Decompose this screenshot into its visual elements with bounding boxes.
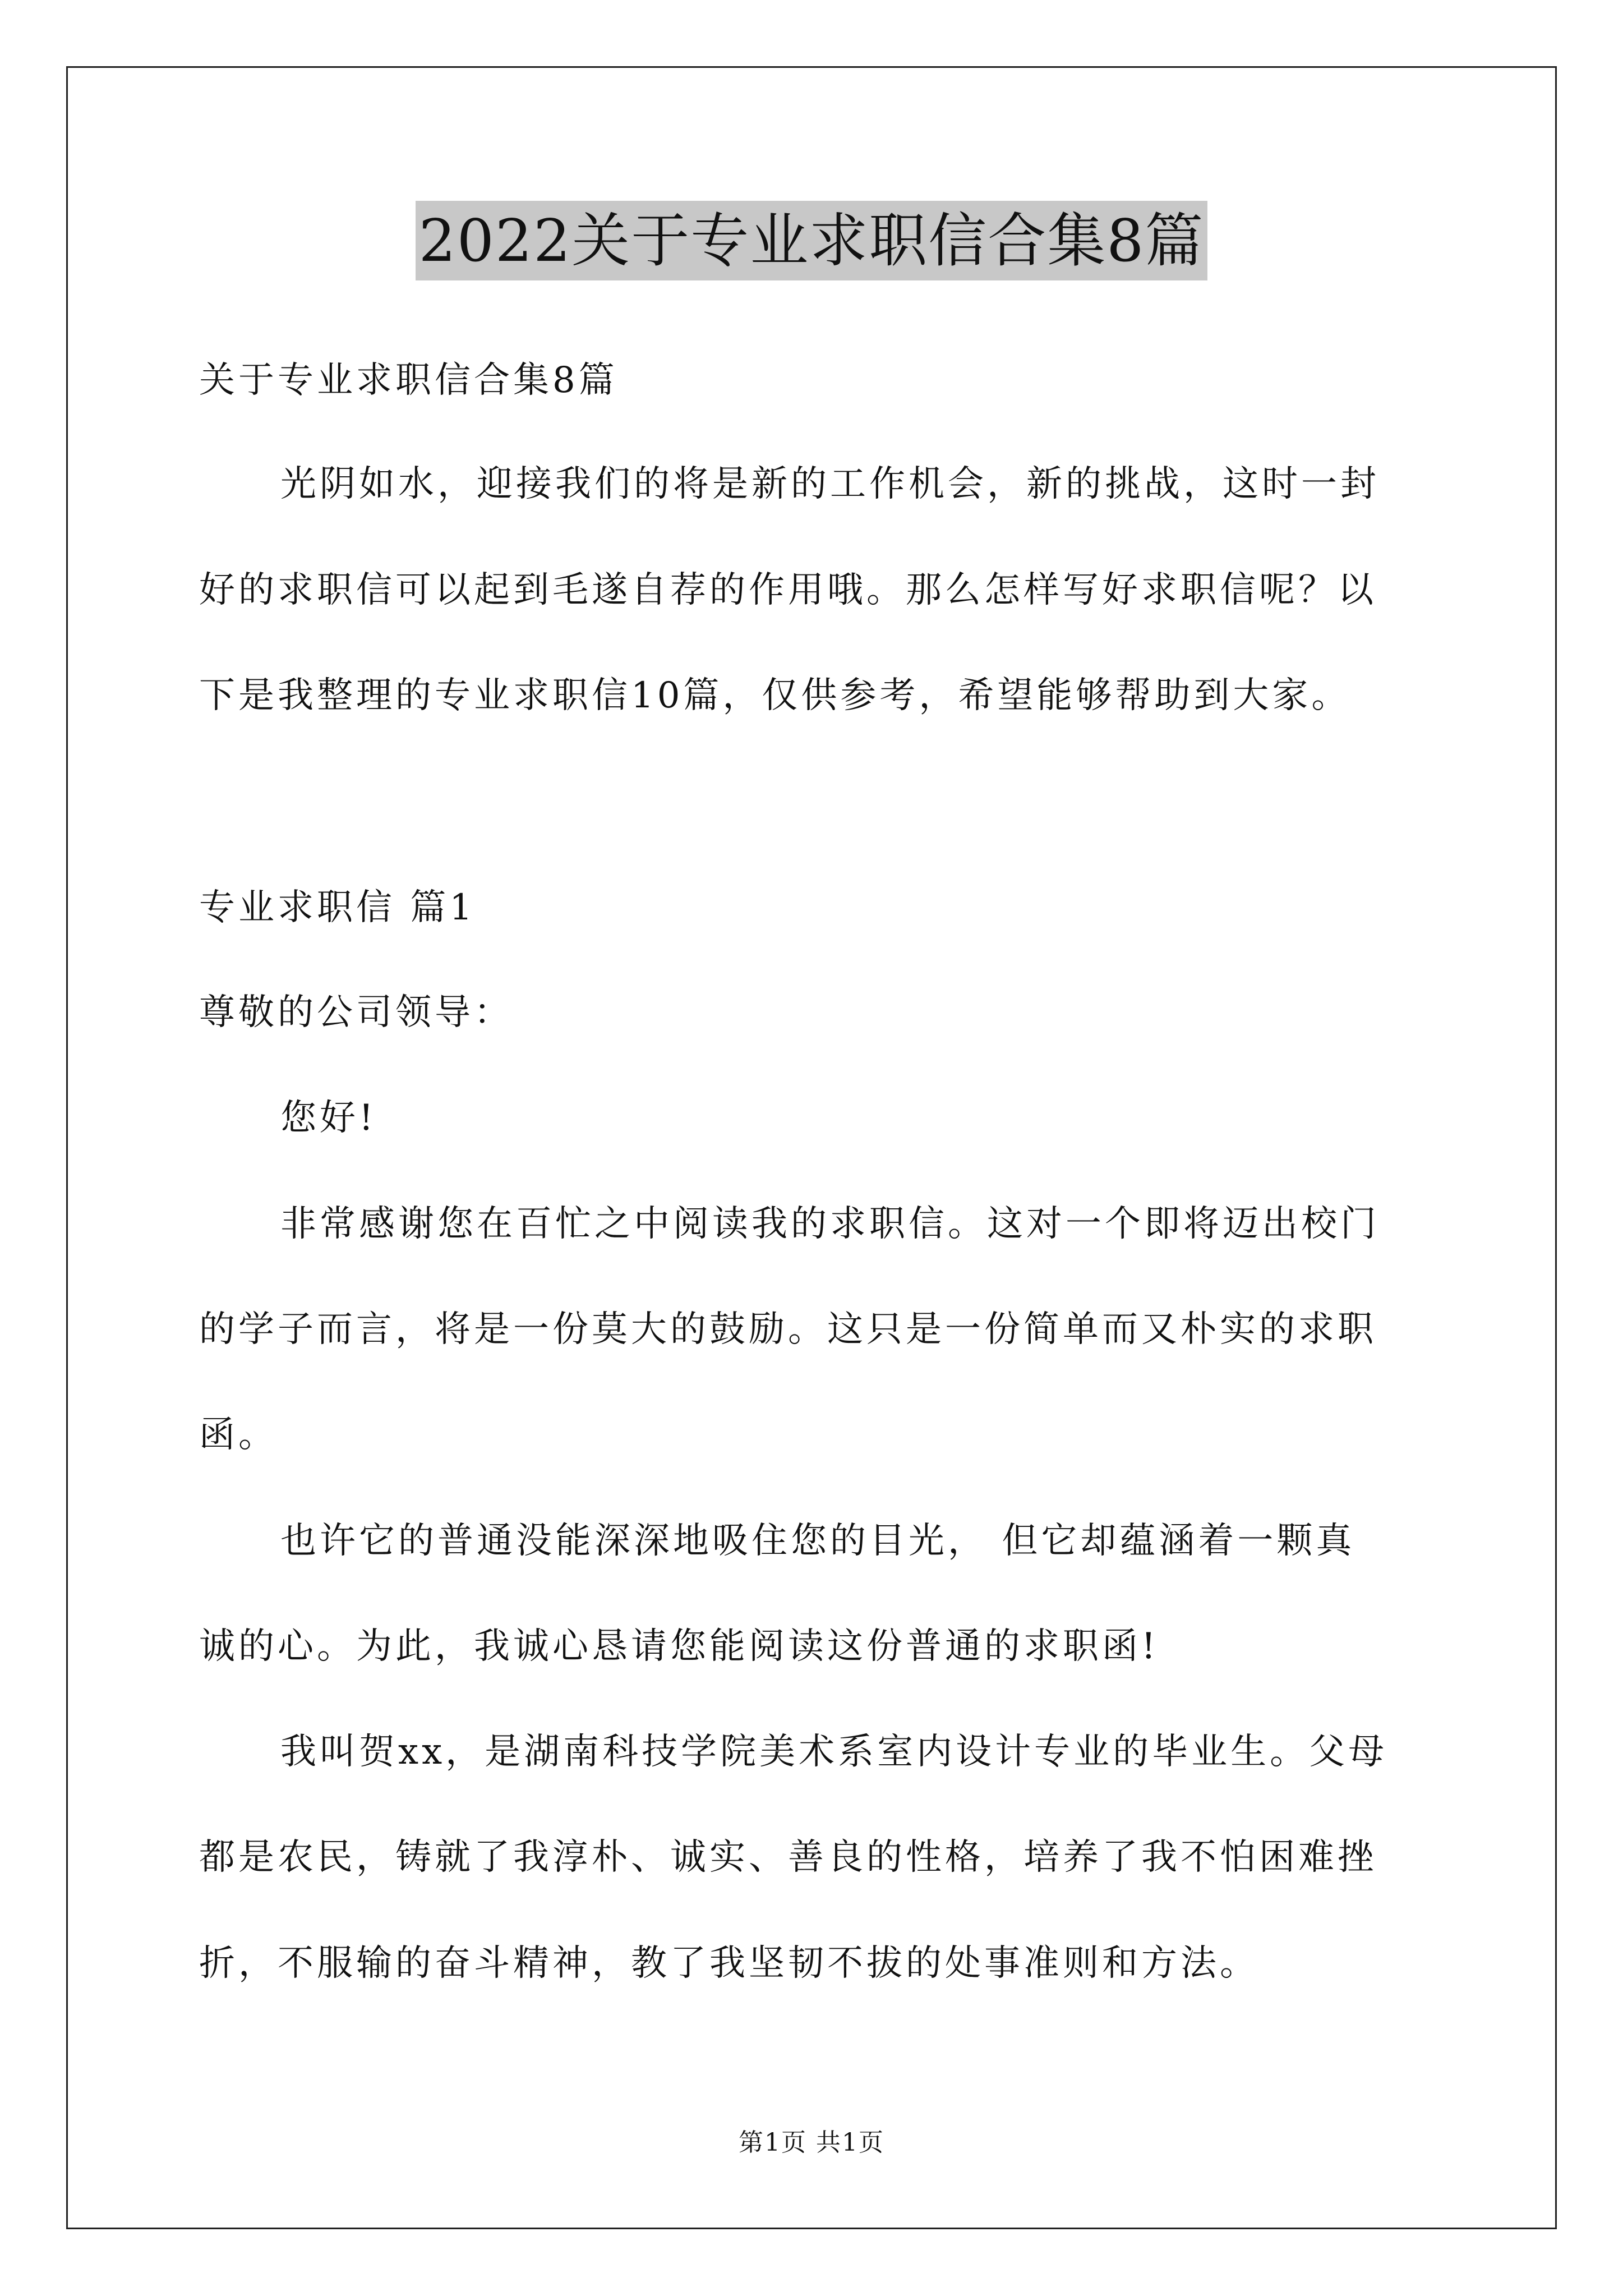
body-line-7: 都是农民，铸就了我淳朴、诚实、善良的性格，培养了我不怕困难挫 xyxy=(199,1837,1377,1878)
greeting: 您好! xyxy=(280,1097,377,1139)
body-line-6: 我叫贺xx，是湖南科技学院美术系室内设计专业的毕业生。父母 xyxy=(280,1731,1388,1773)
body-line-1: 非常感谢您在百忙之中阅读我的求职信。这对一个即将迈出校门 xyxy=(280,1203,1380,1245)
document-title: 2022关于专业求职信合集8篇 xyxy=(416,201,1208,280)
body-line-8: 折，不服输的奋斗精神，教了我坚韧不拔的处事准则和方法。 xyxy=(199,1943,1259,1984)
title-container xyxy=(0,201,1623,280)
section-heading: 专业求职信 篇1 xyxy=(199,887,476,928)
intro-line-3: 下是我整理的专业求职信10篇，仅供参考，希望能够帮助到大家。 xyxy=(199,675,1351,716)
page-footer: 第1页 共1页 xyxy=(739,2128,884,2157)
intro-line-1: 光阴如水，迎接我们的将是新的工作机会，新的挑战，这时一封 xyxy=(280,463,1380,505)
body-line-4: 也许它的普通没能深深地吸住您的目光， 但它却蕴涵着一颗真 xyxy=(280,1520,1355,1562)
salutation: 尊敬的公司领导： xyxy=(199,992,513,1033)
intro-line-2: 好的求职信可以起到毛遂自荐的作用哦。那么怎样写好求职信呢？以 xyxy=(199,569,1377,611)
body-line-3: 函。 xyxy=(199,1414,278,1456)
body-line-2: 的学子而言，将是一份莫大的鼓励。这只是一份简单而又朴实的求职 xyxy=(199,1309,1377,1350)
body-line-5: 诚的心。为此，我诚心恳请您能阅读这份普通的求职函! xyxy=(199,1626,1159,1667)
subtitle: 关于专业求职信合集8篇 xyxy=(199,360,618,401)
